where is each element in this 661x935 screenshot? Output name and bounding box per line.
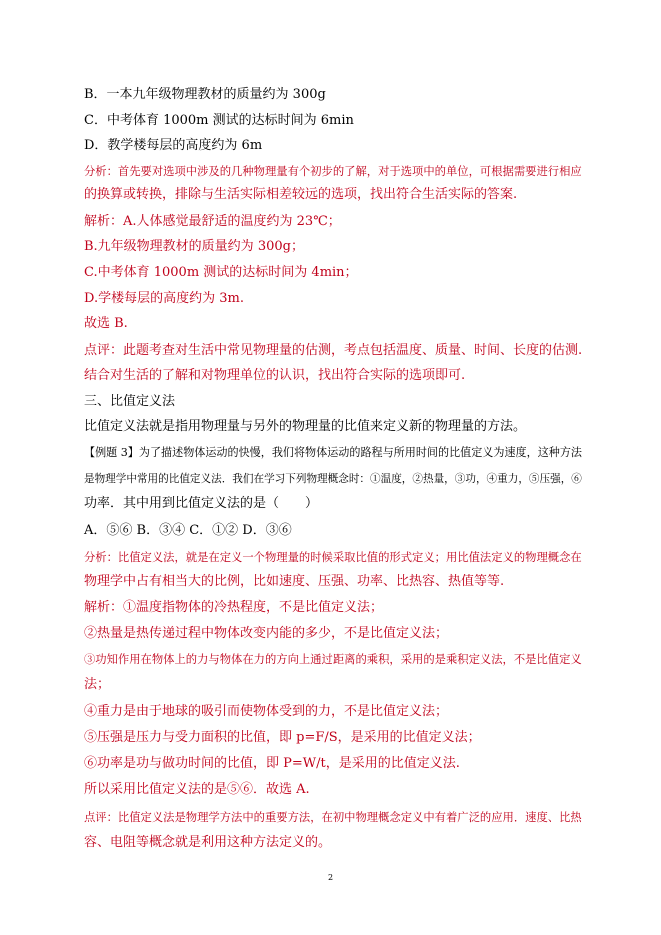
- option-b: B．一本九年级物理教材的质量约为 300g: [84, 87, 326, 102]
- option-c: C．中考体育 1000m 测试的达标时间为 6min: [84, 113, 354, 128]
- solution2-line-7: ⑥功率是功与做功时间的比值，即 P=W/t，是采用的比值定义法.: [84, 756, 460, 771]
- answer-line: 故选 B.: [84, 316, 128, 331]
- comment-line-2: 结合对生活的了解和对物理单位的认识，找出符合实际的选项即可.: [84, 368, 466, 383]
- solution-line-2: B.九年级物理教材的质量约为 300g；: [84, 239, 304, 254]
- comment2-line-1: 点评：比值定义法是物理学方法中的重要方法，在初中物理概念定义中有着广泛的应用．速度、比热: [84, 810, 582, 824]
- example-options: A．⑤⑥ B．③④ C．①② D．③⑥: [84, 523, 292, 538]
- definition-text: 比值定义法就是指用物理量与另外的物理量的比值来定义新的物理量的方法。: [84, 419, 527, 434]
- solution2-line-4: 法；: [84, 677, 111, 692]
- answer2-line: 所以采用比值定义法的是⑤⑥．故选 A.: [84, 782, 310, 797]
- solution-line-3: C.中考体育 1000m 测试的达标时间为 4min；: [84, 265, 358, 280]
- example-line-1: 【例题 3】为了描述物体运动的快慢，我们将物体运动的路程与所用时间的比值定义为速度，这种方法: [84, 446, 583, 459]
- solution2-line-1: 解析：①温度指物体的冷热程度，不是比值定义法；: [84, 600, 384, 615]
- solution2-line-3: ③功知作用在物体上的力与物体在力的方向上通过距离的乘积，采用的是乘积定义法，不是比值定义: [84, 652, 582, 666]
- analysis-line-2: 的换算或转换，排除与生活实际相差较远的选项，找出符合生活实际的答案.: [84, 187, 518, 202]
- solution2-line-2: ②热量是热传递过程中物体改变内能的多少，不是比值定义法；: [84, 626, 449, 641]
- solution2-line-6: ⑤压强是压力与受力面积的比值，即 p=F/S，是采用的比值定义法；: [84, 730, 481, 745]
- analysis-line-1: 分析：首先要对选项中涉及的几种物理量有个初步的了解，对于选项中的单位，可根据需要进行相应: [84, 164, 582, 178]
- comment-line-1: 点评：此题考查对生活中常见物理量的估测，考点包括温度、质量、时间、长度的估测.: [84, 343, 583, 358]
- analysis2-line-2: 物理学中占有相当大的比例，比如速度、压强、功率、比热容、热值等等.: [84, 574, 505, 589]
- solution-line-1: 解析：A.人体感觉最舒适的温度约为 23℃；: [84, 214, 341, 229]
- example-line-2: 是物理学中常用的比值定义法．我们在学习下列物理概念时：①温度，②热量，③功，④重力，⑤压强，⑥: [84, 473, 582, 485]
- solution-line-4: D.学楼每层的高度约为 3m.: [84, 291, 244, 306]
- analysis2-line-1: 分析：比值定义法，就是在定义一个物理量的时候采取比值的形式定义；用比值法定义的物理概念在: [84, 550, 582, 564]
- page-number: 2: [327, 873, 334, 882]
- option-d: D．教学楼每层的高度约为 6m: [84, 138, 263, 153]
- example-line-3: 功率．其中用到比值定义法的是（ ）: [84, 496, 319, 511]
- solution2-line-5: ④重力是由于地球的吸引而使物体受到的力，不是比值定义法；: [84, 704, 449, 719]
- comment2-line-2: 容、电阻等概念就是利用这种方法定义的。: [84, 835, 332, 850]
- section-heading: 三、比值定义法: [84, 394, 176, 409]
